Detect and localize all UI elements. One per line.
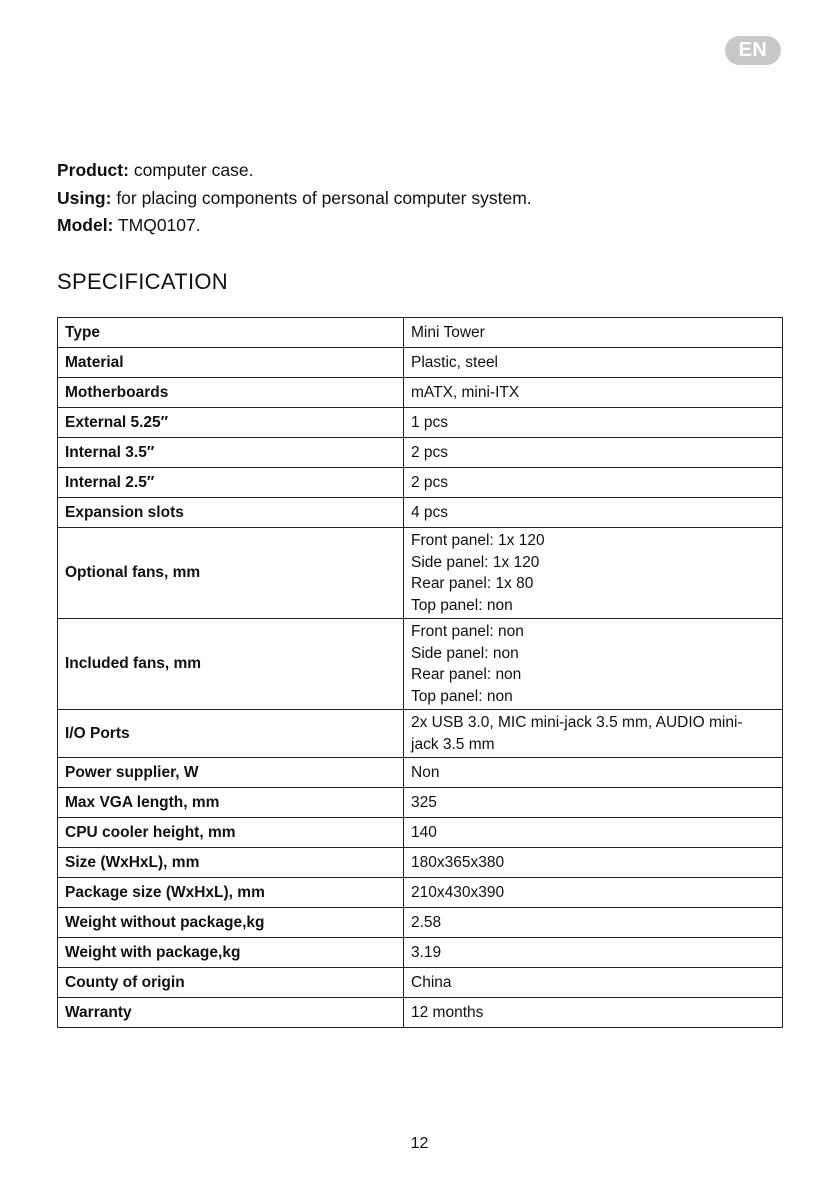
spec-key: Optional fans, mm [58, 528, 404, 619]
table-row [58, 348, 783, 378]
spec-key: Weight without package,kg [58, 908, 404, 938]
spec-key: Type [58, 318, 404, 348]
spec-value: 325 [404, 788, 783, 818]
product-intro [57, 157, 532, 240]
spec-value: 4 pcs [404, 498, 783, 528]
table-row [58, 998, 783, 1028]
product-line [57, 157, 532, 185]
spec-key: I/O Ports [58, 710, 404, 758]
table-row [58, 619, 783, 710]
spec-key: Max VGA length, mm [58, 788, 404, 818]
table-row [58, 968, 783, 998]
spec-key: Internal 2.5″ [58, 468, 404, 498]
language-badge: EN [725, 36, 781, 65]
spec-value: 2x USB 3.0, MIC mini-jack 3.5 mm, AUDIO mini- jack 3.5 mm [404, 710, 783, 758]
using-value: for placing components of personal computer system. [111, 187, 532, 208]
spec-key: Material [58, 348, 404, 378]
spec-value: Non [404, 758, 783, 788]
spec-value: 140 [404, 818, 783, 848]
spec-key: Warranty [58, 998, 404, 1028]
table-row [58, 710, 783, 758]
spec-key: External 5.25″ [58, 408, 404, 438]
spec-key: Expansion slots [58, 498, 404, 528]
spec-key: Size (WxHxL), mm [58, 848, 404, 878]
table-row [58, 408, 783, 438]
spec-value: mATX, mini-ITX [404, 378, 783, 408]
table-row [58, 318, 783, 348]
spec-key: Motherboards [58, 378, 404, 408]
using-label: Using: [57, 187, 112, 208]
table-row [58, 878, 783, 908]
spec-key: Weight with package,kg [58, 938, 404, 968]
spec-key: Package size (WxHxL), mm [58, 878, 404, 908]
spec-key: CPU cooler height, mm [58, 818, 404, 848]
table-row [58, 938, 783, 968]
spec-value: 180x365x380 [404, 848, 783, 878]
spec-value: China [404, 968, 783, 998]
spec-value: 3.19 [404, 938, 783, 968]
spec-value: 1 pcs [404, 408, 783, 438]
product-value: computer case. [128, 160, 254, 180]
table-row [58, 468, 783, 498]
spec-key: Included fans, mm [58, 619, 404, 710]
spec-value: 210x430x390 [404, 878, 783, 908]
table-row [58, 528, 783, 619]
model-value: TMQ0107. [113, 215, 201, 235]
model-line [57, 212, 532, 240]
table-row [58, 438, 783, 468]
table-row [58, 788, 783, 818]
spec-value: Plastic, steel [404, 348, 783, 378]
page-number: 12 [410, 1135, 429, 1152]
specification-heading: SPECIFICATION [57, 269, 228, 294]
spec-value: Front panel: 1x 120 Side panel: 1x 120 Rear panel: 1x 80 Top panel: non [404, 528, 783, 619]
spec-key: Internal 3.5″ [58, 438, 404, 468]
table-row [58, 378, 783, 408]
table-row [58, 908, 783, 938]
specification-table [57, 317, 783, 1028]
product-label: Product: [57, 160, 129, 180]
spec-value: 2 pcs [404, 438, 783, 468]
table-row [58, 848, 783, 878]
spec-key: Power supplier, W [58, 758, 404, 788]
table-row [58, 758, 783, 788]
spec-key: County of origin [58, 968, 404, 998]
spec-value: 2 pcs [404, 468, 783, 498]
spec-value: Mini Tower [404, 318, 783, 348]
table-row [58, 818, 783, 848]
model-label: Model: [57, 215, 114, 235]
using-line [57, 185, 532, 213]
spec-value: Front panel: non Side panel: non Rear panel: non Top panel: non [404, 619, 783, 710]
spec-value: 12 months [404, 998, 783, 1028]
table-row [58, 498, 783, 528]
spec-value: 2.58 [404, 908, 783, 938]
